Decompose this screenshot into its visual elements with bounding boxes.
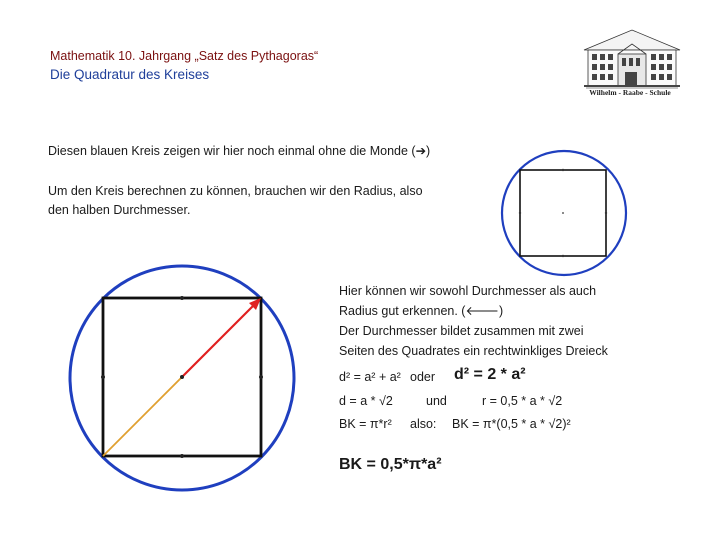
explain-line-1: Hier können wir sowohl Durchmesser als auch (339, 284, 597, 298)
intro-line-3: den halben Durchmesser. (48, 203, 191, 217)
formula-2-mid: und (426, 394, 447, 408)
small-circle-figure (502, 151, 626, 275)
formula-3-left: BK = π*r² (339, 417, 392, 431)
diameter-line (182, 304, 255, 377)
large-circle-figure (70, 266, 294, 490)
result-formula: BK = 0,5*π*a² (339, 456, 442, 473)
header-subtitle: Die Quadratur des Kreises (50, 67, 210, 82)
explain-line-2: Radius gut erkennen. (🡐) (339, 304, 504, 318)
explain-line-4: Seiten des Quadrates ein rechtwinkliges Dreieck (339, 344, 608, 358)
formula-1-left: d² = a² + a² (339, 370, 401, 384)
formula-1-mid: oder (410, 370, 436, 384)
header-title: Mathematik 10. Jahrgang „Satz des Pythagoras“ (50, 49, 319, 63)
formula-1-highlight: d² = 2 * a² (454, 366, 526, 383)
radius-line (103, 377, 182, 456)
formula-3-mid: also: (410, 417, 437, 431)
explain-line-3: Der Durchmesser bildet zusammen mit zwei (339, 324, 584, 338)
logo-caption: Wilhelm - Raabe - Schule (589, 88, 671, 97)
intro-line-2: Um den Kreis berechnen zu können, brauchen wir den Radius, also (48, 184, 423, 198)
formula-2-left: d = a * √2 (339, 394, 393, 408)
formula-2-right: r = 0,5 * a * √2 (482, 394, 563, 408)
intro-line-1: Diesen blauen Kreis zeigen wir hier noch einmal ohne die Monde (➔) (48, 144, 431, 158)
formula-3-right: BK = π*(0,5 * a * √2)² (452, 417, 571, 431)
